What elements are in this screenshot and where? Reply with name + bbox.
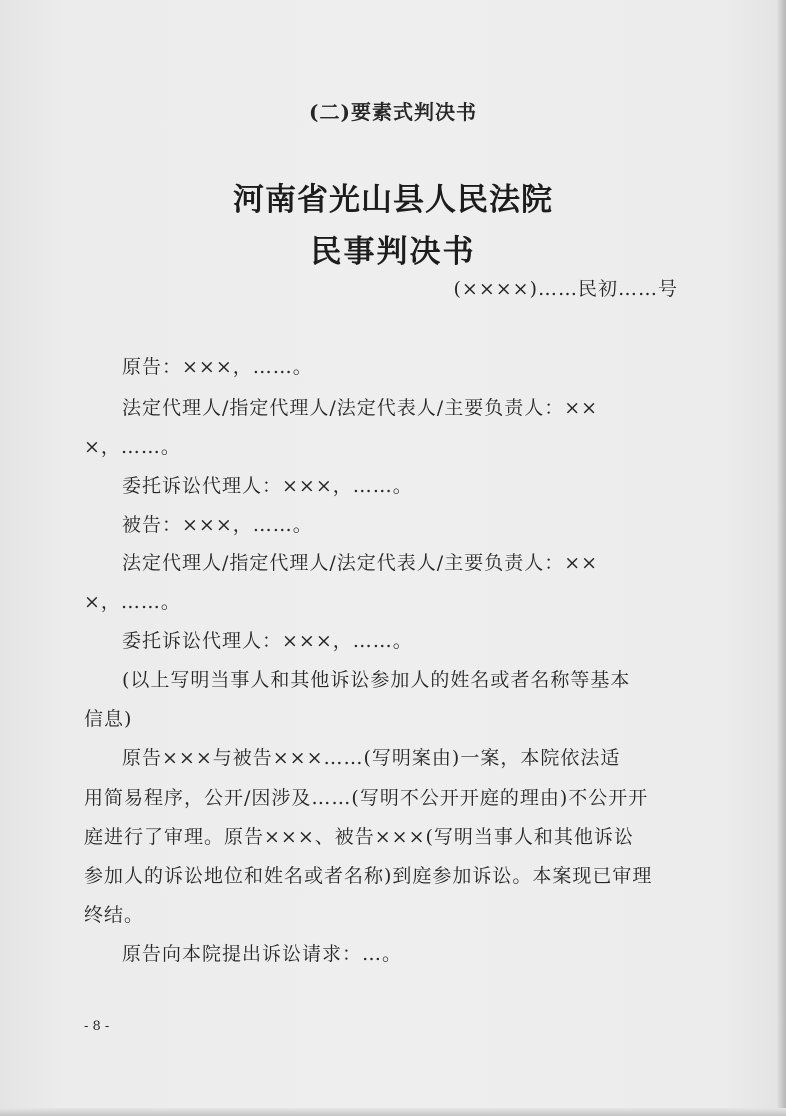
text-line-claims: 原告向本院提出诉讼请求：…。 <box>122 943 403 965</box>
text-line-defendant-agent: 委托诉讼代理人：×××，……。 <box>122 630 413 652</box>
text-line-case-attendance: 参加人的诉讼地位和姓名或者名称)到庭参加诉讼。本案现已审理 <box>84 865 653 887</box>
scan-edge-right <box>776 0 786 1116</box>
text-line-case-intro: 原告×××与被告×××……(写明案由)一案，本院依法适 <box>122 747 621 769</box>
text-line-plaintiff: 原告：×××，……。 <box>122 356 313 378</box>
text-line-plaintiff-agent: 委托诉讼代理人：×××，……。 <box>122 475 413 497</box>
section-label: (二)要素式判决书 <box>309 100 477 124</box>
text-line-case-procedure: 用简易程序，公开/因涉及……(写明不公开开庭的理由)不公开开 <box>84 787 649 809</box>
text-line-plaintiff-representative-cont: ×，……。 <box>84 436 181 458</box>
text-line-case-conclusion: 终结。 <box>84 904 145 926</box>
text-line-defendant-representative-cont: ×，……。 <box>84 591 181 613</box>
page-number: - 8 - <box>84 1019 110 1034</box>
text-line-note-cont: 信息) <box>84 708 133 730</box>
text-line-defendant-representative: 法定代理人/指定代理人/法定代表人/主要负责人：×× <box>122 552 599 574</box>
text-line-note: (以上写明当事人和其他诉讼参加人的姓名或者名称等基本 <box>122 669 631 691</box>
case-number: (××××)……民初……号 <box>453 278 678 300</box>
scan-edge-bottom <box>0 1108 786 1116</box>
text-line-plaintiff-representative: 法定代理人/指定代理人/法定代表人/主要负责人：×× <box>122 397 599 419</box>
text-line-defendant: 被告：×××，……。 <box>122 514 313 536</box>
document-title: 民事判决书 <box>310 234 476 270</box>
court-name: 河南省光山县人民法院 <box>233 182 553 218</box>
text-line-case-hearing: 庭进行了审理。原告×××、被告×××(写明当事人和其他诉讼 <box>84 826 634 848</box>
